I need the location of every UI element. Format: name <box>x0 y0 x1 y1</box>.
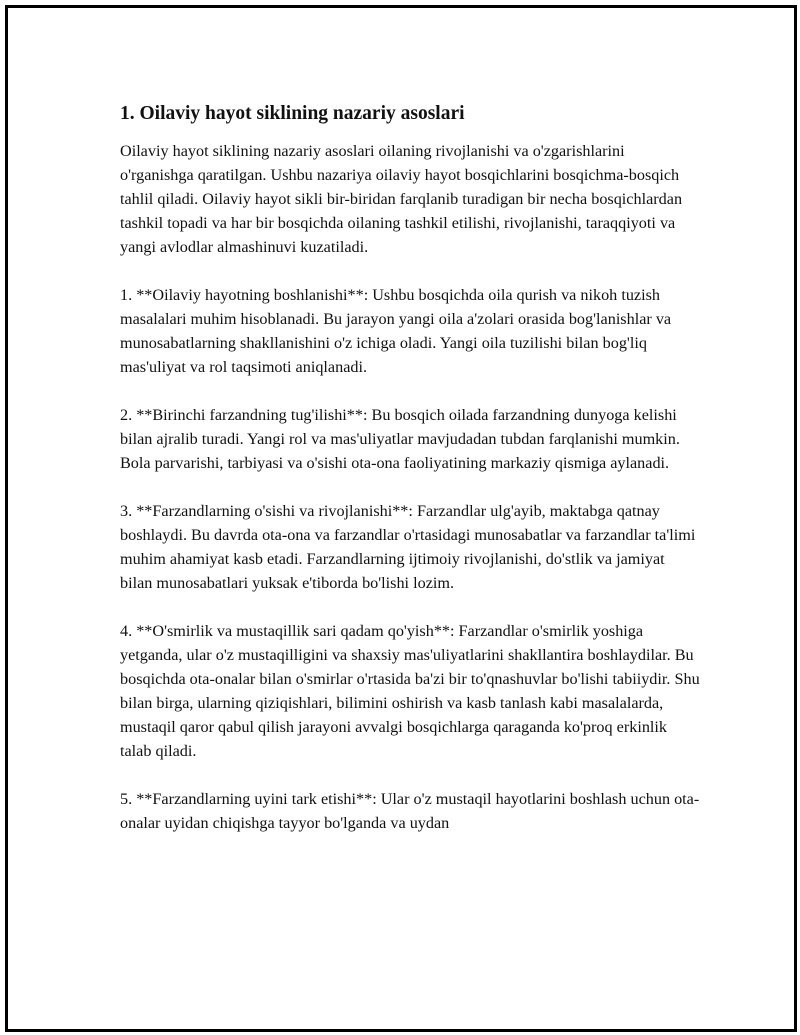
paragraph-stage-3: 3. **Farzandlarning o'sishi va rivojlanishi**: Farzandlar ulg'ayib, maktabga qatnay boshlaydi. Bu davrda ota-ona va farzandlar o'rtasidagi munosabatlar va farzandlar ta'limi muhim ahamiyat kasb etadi. Farzandlarning ijtimoiy rivojlanishi, do'stlik va jamiyat bilan munosabatlari yuksak e'tiborda bo'lishi lozim. <box>120 502 696 592</box>
paragraph-stage-5: 5. **Farzandlarning uyini tark etishi**: Ular o'z mustaqil hayotlarini boshlash uchun ota-onalar uyidan chiqishga tayyor bo'lganda va uydan <box>120 790 700 832</box>
document-title: 1. Oilaviy hayot siklining nazariy asoslari <box>120 103 465 124</box>
page-border <box>5 5 797 1032</box>
document-body <box>120 101 700 859</box>
paragraph-stage-2: 2. **Birinchi farzandning tug'ilishi**: Bu bosqich oilada farzandning dunyoga kelishi bilan ajralib turadi. Yangi rol va mas'uliyatlar mavjudadan tubdan farqlanishi mumkin. Bola parvarishi, tarbiyasi va o'sishi ota-ona faoliyatining markaziy qismiga aylanadi. <box>120 406 680 472</box>
paragraph-stage-1: 1. **Oilaviy hayotning boshlanishi**: Ushbu bosqichda oila qurish va nikoh tuzish masalalari muhim hisoblanadi. Bu jarayon yangi oila a'zolari orasida bog'lanishlar va munosabatlarning shakllanishini o'z ichiga oladi. Yangi oila tuzilishi bilan bog'liq mas'uliyat va rol taqsimoti aniqlanadi. <box>120 286 672 376</box>
paragraph-stage-4: 4. **O'smirlik va mustaqillik sari qadam qo'yish**: Farzandlar o'smirlik yoshiga yetganda, ular o'z mustaqilligini va shaxsiy mas'uliyatlarini shakllantira boshlaydilar. Bu bosqichda ota-onalar bilan o'smirlar o'rtasida ba'zi bir to'qnashuvlar bo'lishi tabiiydir. Shu bilan birga, ularning qiziqishlari, bilimini oshirish va kasb tanlash kabi masalalarda, mustaqil qaror qabul qilish jarayoni avvalgi bosqichlarga qaraganda ko'proq erkinlik talab qiladi. <box>120 622 700 760</box>
paragraph-intro: Oilaviy hayot siklining nazariy asoslari oilaning rivojlanishi va o'zgarishlarini o'rganishga qaratilgan. Ushbu nazariya oilaviy hayot bosqichlarini bosqichma-bosqich tahlil qiladi. Oilaviy hayot sikli bir-biridan farqlanib turadigan bir necha bosqichlardan tashkil topadi va har bir bosqichda oilaning tashkil etilishi, rivojlanishi, taraqqiyoti va yangi avlodlar almashinuvi kuzatiladi. <box>120 142 683 256</box>
